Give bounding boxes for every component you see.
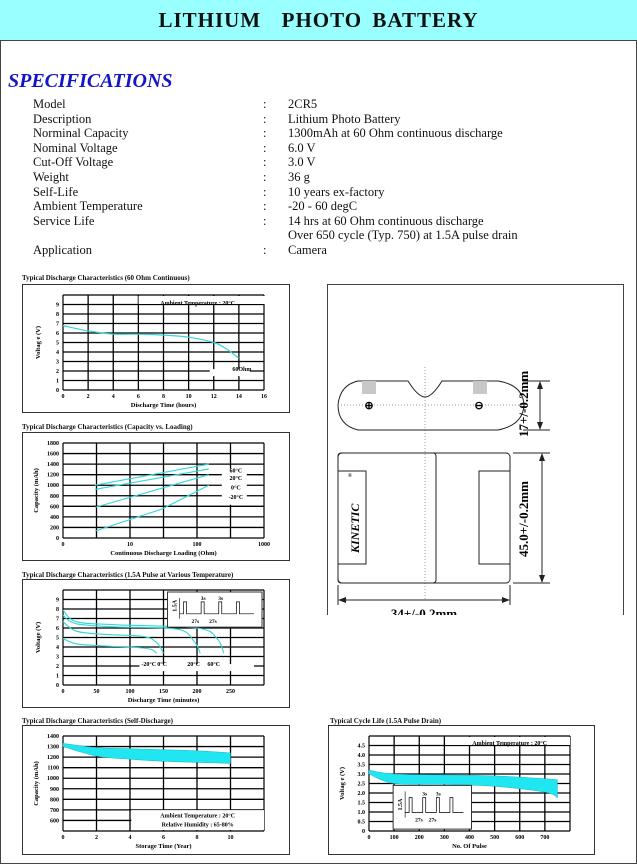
spec-separator: :: [263, 199, 267, 214]
pulse-on-label: 3s: [422, 791, 428, 798]
y-tick-label: 4: [56, 645, 59, 651]
pulse-on-label: 3s: [218, 595, 224, 602]
spec-separator: :: [263, 140, 267, 155]
y-axis-label: Capacity (mAh): [33, 468, 40, 513]
chart3-title: Typical Discharge Characteristics (1.5A Pulse at Various Temperature): [22, 571, 234, 579]
series-label: 0°C: [157, 661, 168, 668]
series-label: -20°C: [228, 495, 244, 502]
spec-label: Weight: [33, 169, 69, 184]
y-tick-label: 5: [56, 635, 59, 642]
y-tick-label: 8: [56, 607, 59, 613]
x-tick-label: 10: [227, 835, 234, 841]
x-tick-label: 0: [61, 542, 65, 548]
pulse-on-label: 3s: [435, 791, 441, 798]
spec-row: [33, 214, 518, 229]
y-tick-label: 5: [56, 340, 59, 347]
chart5-svg: [329, 726, 594, 854]
arrow-down-icon: [539, 575, 545, 583]
x-tick-label: 100: [192, 542, 202, 548]
x-tick-label: 100: [389, 835, 399, 841]
arrow-left-icon: [338, 597, 346, 603]
y-axis-label: Voltage (V): [35, 621, 42, 654]
annotation-ambient-temp: Ambient Temperature : 20°C: [160, 301, 236, 307]
y-tick-label: 7: [56, 616, 59, 623]
spec-value: Lithium Photo Battery: [288, 111, 401, 126]
spec-row: [33, 170, 518, 185]
y-tick-label: 1: [56, 673, 59, 680]
series-label: 60°C: [229, 468, 243, 475]
chart5-box: [328, 725, 595, 855]
y-tick-label: 1000: [47, 776, 59, 783]
x-tick-label: 4: [128, 835, 132, 841]
x-tick-label: 8: [162, 394, 165, 400]
y-tick-label: 4.0: [357, 753, 365, 759]
spec-value: Camera: [288, 242, 327, 257]
dim-height-top: 17+/-0.2mm: [516, 370, 531, 437]
annotation-ambient-temp: Ambient Temperature : 20°C: [472, 741, 548, 747]
y-tick-label: 3: [56, 359, 59, 366]
spec-separator: :: [263, 97, 267, 111]
x-tick-label: 600: [515, 835, 525, 841]
y-tick-label: 3.0: [357, 772, 365, 778]
pulse-on-label: 3s: [200, 595, 206, 602]
spec-value: 36 g: [288, 169, 310, 184]
spec-separator: :: [263, 169, 267, 184]
series-label: 0°C: [230, 485, 241, 492]
y-tick-label: 1000: [47, 483, 59, 490]
x-tick-label: 2: [95, 835, 98, 841]
chart1-svg: [23, 285, 289, 412]
spec-separator: :: [263, 111, 267, 126]
y-axis-label: Voltag e (V): [339, 767, 346, 800]
x-tick-label: 6: [162, 835, 165, 841]
spec-value: 1300mAh at 60 Ohm continuous discharge: [288, 126, 503, 141]
chart4-svg: [23, 726, 289, 854]
x-axis-label: Discharge Time (minutes): [127, 697, 200, 704]
battery-diagram-svg: [328, 285, 623, 615]
chart3-box: [22, 579, 290, 708]
pulse-off-label: 27s: [415, 817, 423, 824]
spec-row: [33, 112, 518, 127]
x-tick-label: 100: [125, 689, 135, 695]
x-tick-label: 1000: [258, 542, 270, 548]
y-tick-label: 1800: [47, 441, 59, 447]
y-tick-label: 9: [56, 302, 59, 309]
series-label: -20°C: [141, 661, 157, 668]
pulse-off-label: 27s: [191, 618, 200, 625]
series-label: 60Ohm: [232, 366, 252, 373]
pulse-current-label: 1.5A: [398, 798, 405, 811]
y-tick-label: 2: [56, 369, 59, 375]
spec-label: Description: [33, 111, 92, 126]
spec-value: 10 years ex-factory: [288, 184, 385, 199]
spec-separator: :: [263, 155, 267, 170]
x-axis-label: Storage Time (Year): [135, 843, 192, 850]
spec-separator: :: [263, 126, 267, 141]
x-tick-label: 250: [226, 689, 235, 695]
spec-value: Over 650 cycle (Typ. 750) at 1.5A pulse drain: [288, 228, 518, 243]
x-tick-label: 0: [61, 394, 65, 400]
x-tick-label: 50: [93, 689, 100, 695]
series-label: 60°C: [207, 661, 221, 668]
y-tick-label: 1: [56, 378, 59, 385]
chart1-title: Typical Discharge Characteristics (60 Ohm Continuous): [22, 274, 190, 282]
x-tick-label: 10: [127, 542, 133, 548]
chart2-title: Typical Discharge Characteristics (Capacity vs. Loading): [22, 423, 193, 431]
x-axis-label: Continuous Discharge Loading (Ohm): [110, 550, 217, 557]
spec-row: [33, 228, 518, 243]
y-tick-label: 0.5: [357, 819, 365, 826]
x-tick-label: 200: [414, 835, 424, 841]
minus-icon: ⊖: [474, 400, 484, 412]
y-tick-label: 600: [50, 504, 59, 511]
negative-terminal: [473, 381, 487, 394]
y-tick-label: 3: [56, 654, 59, 661]
x-tick-label: 6: [136, 394, 140, 400]
y-tick-label: 1400: [47, 462, 59, 469]
spec-row: [33, 141, 518, 156]
pulse-off-label: 27s: [209, 618, 217, 625]
series-label: 20°C: [229, 476, 243, 483]
spec-row: [33, 243, 518, 258]
y-tick-label: 0: [56, 683, 59, 689]
y-tick-label: 1100: [47, 765, 59, 772]
spec-label: Cut-Off Voltage: [33, 155, 114, 170]
title-banner: [0, 0, 637, 41]
spec-row: [33, 155, 518, 170]
x-tick-label: 10: [185, 394, 192, 400]
y-tick-label: 2.0: [357, 791, 365, 797]
spec-label: Norminal Capacity: [33, 126, 129, 141]
x-tick-label: 12: [210, 394, 217, 400]
arrow-right-icon: [502, 597, 510, 603]
brand-logo: KINETIC: [348, 503, 362, 553]
y-axis-label: Voltag e (V): [35, 326, 42, 359]
y-tick-label: 4.5: [357, 743, 365, 750]
pulse-current-label: 1.5A: [172, 599, 179, 612]
spec-value: 14 hrs at 60 Ohm continuous discharge: [288, 213, 484, 228]
chart4-title: Typical Discharge Characteristics (Self-Discharge): [22, 717, 173, 725]
y-tick-label: 8: [56, 312, 59, 318]
y-tick-label: 400: [50, 514, 59, 521]
spec-label: Service Life: [33, 213, 95, 228]
y-tick-label: 1200: [47, 472, 59, 479]
x-tick-label: 700: [540, 835, 550, 841]
y-tick-label: 0: [56, 536, 59, 542]
battery-diagram: [327, 284, 624, 615]
y-tick-label: 2: [56, 664, 59, 670]
spec-row: [33, 199, 518, 214]
y-tick-label: 1300: [47, 744, 59, 751]
y-tick-label: 7: [56, 321, 59, 328]
y-tick-label: 6: [56, 626, 59, 632]
y-axis-label: Capacity (mAh): [33, 761, 40, 806]
spec-row: [33, 126, 518, 141]
y-tick-label: 4: [56, 350, 59, 356]
x-tick-label: 200: [192, 689, 202, 695]
spec-row: [33, 185, 518, 200]
x-tick-label: 8: [195, 835, 199, 841]
y-tick-label: 1400: [47, 734, 59, 740]
spec-separator: [263, 228, 288, 243]
spec-label: Ambient Temperature: [33, 199, 143, 214]
page-title: LITHIUM PHOTO BATTERY: [158, 7, 479, 32]
x-tick-label: 4: [111, 394, 115, 400]
chart4-box: [22, 725, 290, 855]
arrow-down-icon: [537, 422, 543, 430]
spec-label: Model: [33, 97, 66, 111]
spec-separator: :: [263, 213, 267, 228]
dim-height-side: 45.0+/-0.2mm: [516, 480, 531, 557]
annotation-ambient-temp: Ambient Temperature : 20°C: [160, 813, 236, 820]
plus-icon: ⊕: [364, 400, 374, 412]
chart5-title: Typical Cycle Life (1.5A Pulse Drain): [330, 717, 442, 725]
specifications-table: [33, 97, 518, 258]
x-tick-label: 0: [61, 689, 65, 695]
y-tick-label: 1.5: [357, 800, 365, 807]
chart2-box: [22, 432, 290, 561]
x-tick-label: 0: [61, 835, 65, 841]
x-axis-label: Discharge Time (hours): [130, 402, 197, 409]
spec-label: Self-Life: [33, 184, 79, 199]
y-tick-label: 800: [50, 493, 59, 500]
x-tick-label: 150: [159, 689, 168, 695]
spec-value: -20 - 60 degC: [288, 199, 358, 214]
x-tick-label: 2: [86, 394, 90, 400]
x-tick-label: 300: [439, 835, 449, 841]
chart1-box: [22, 284, 290, 413]
arrow-up-icon: [539, 453, 545, 461]
y-tick-label: 600: [50, 818, 59, 825]
spec-label: Application: [33, 242, 93, 257]
y-tick-label: 1200: [47, 755, 59, 762]
pulse-off-label: 27s: [428, 817, 437, 824]
spec-value: 3.0 V: [288, 155, 316, 170]
x-axis-label: No. Of Pulse: [452, 843, 487, 850]
y-tick-label: 3.5: [357, 762, 365, 769]
series-line: [63, 639, 157, 654]
x-tick-label: 500: [490, 835, 500, 841]
chart3-svg: [23, 580, 289, 707]
x-tick-label: 16: [261, 394, 267, 400]
specifications-heading: SPECIFICATIONS: [8, 70, 173, 92]
y-tick-label: 0: [56, 388, 59, 394]
positive-terminal: [362, 381, 376, 394]
arrow-up-icon: [537, 381, 543, 389]
y-tick-label: 700: [50, 807, 59, 814]
spec-row: [33, 97, 518, 112]
y-tick-label: 2.5: [357, 781, 365, 788]
series-line: [95, 485, 209, 531]
y-tick-label: 9: [56, 597, 59, 604]
y-tick-label: 0: [362, 829, 365, 835]
y-tick-label: 6: [56, 331, 59, 337]
x-tick-label: 400: [465, 835, 474, 841]
spec-separator: :: [263, 242, 267, 257]
registered-mark: ®: [348, 474, 352, 479]
dim-width: 34+/-0.2mm: [390, 606, 458, 615]
spec-label: [33, 228, 263, 243]
spec-separator: :: [263, 184, 267, 199]
y-tick-label: 800: [50, 797, 59, 804]
label-panel-right: [479, 471, 510, 564]
x-tick-label: 14: [235, 394, 242, 400]
spec-value: 2CR5: [288, 97, 318, 111]
annotation-humidity: Relative Humidity : 65-80%: [161, 822, 234, 829]
spec-label: Nominal Voltage: [33, 140, 118, 155]
y-tick-label: 900: [50, 786, 59, 793]
x-tick-label: 0: [367, 835, 371, 841]
y-tick-label: 1.0: [357, 810, 365, 816]
spec-value: 6.0 V: [288, 140, 316, 155]
series-label: 20°C: [187, 661, 201, 668]
y-tick-label: 1600: [47, 451, 59, 458]
chart2-svg: [23, 433, 289, 560]
y-tick-label: 200: [50, 525, 59, 532]
